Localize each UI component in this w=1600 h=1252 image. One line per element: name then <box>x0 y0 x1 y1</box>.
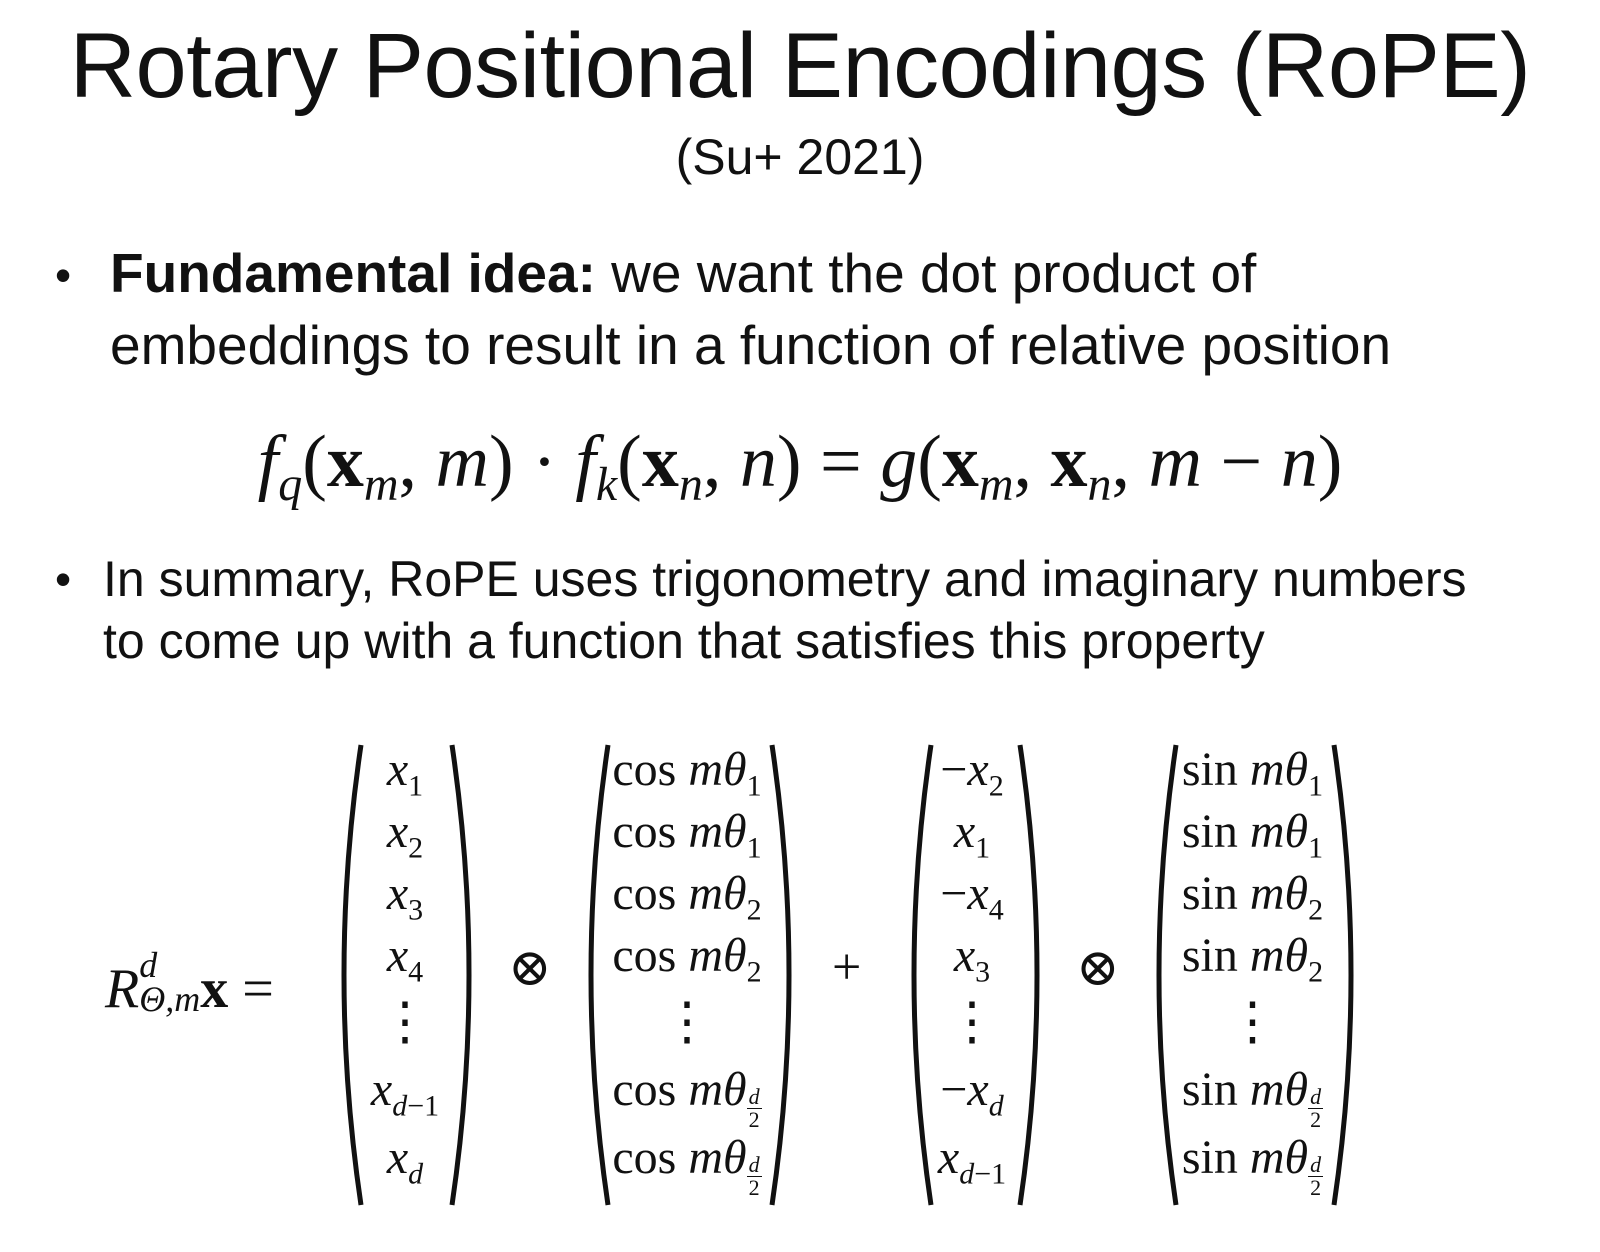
right-paren <box>1330 740 1370 1210</box>
matrix-entry: cos mθ $\frac{d}{2}$ <box>612 1063 760 1132</box>
matrix-entry: $x_{d-1}$ <box>370 1063 440 1123</box>
right-paren <box>448 740 488 1210</box>
matrix-entry: $\cos m\theta_2$ <box>612 867 762 927</box>
matrix-entry: $\sin m\theta_1$ <box>1181 743 1324 803</box>
matrix-entry: $x_3$ <box>386 867 424 927</box>
matrix-entry: ⋮ <box>379 994 431 1051</box>
matrix-entry: $-x_d$ <box>940 1063 1004 1123</box>
matrix-entry: $x_1$ <box>953 805 991 865</box>
matrix-entry: cos mθ $\frac{d}{2}$ <box>612 1131 760 1200</box>
slide-title: Rotary Positional Encodings (RoPE) <box>69 15 1531 117</box>
matrix-entry: $\cos m\theta_2$ <box>612 929 762 989</box>
dot-product-equation: $f_q(x_m$, $m) \cdot f_k(x_n$, $n) = g(x_m$, $x_n$, m − n) <box>257 421 1343 511</box>
bullet-text: In summary, RoPE uses trigonometry and imaginary numbers <box>103 551 1467 607</box>
matrix-entry: $x_1$ <box>386 743 424 803</box>
matrix-entry: $x_2$ <box>386 805 424 865</box>
matrix-entry: ⋮ <box>661 994 713 1051</box>
right-paren <box>768 740 808 1210</box>
bullet-text: to come up with a function that satisfies this property <box>103 613 1265 669</box>
bullet-summary <box>55 548 1555 688</box>
matrix-entry: $\cos m\theta_1$ <box>612 805 762 865</box>
bullet-dot: • <box>55 249 72 301</box>
vector-cos <box>592 740 782 1210</box>
matrix-entry: $\sin m\theta_2$ <box>1181 929 1324 989</box>
matrix-entry: sin mθ $\frac{d}{2}$ <box>1181 1131 1322 1200</box>
otimes-operator: ⊗ <box>1076 940 1120 997</box>
matrix-entry: $-x_2$ <box>940 743 1004 803</box>
vector-x <box>345 740 465 1210</box>
plus-operator: + <box>832 939 862 996</box>
otimes-operator: ⊗ <box>508 940 552 997</box>
rope-rotation-equation <box>0 740 1600 1230</box>
matrix-entry: $\sin m\theta_1$ <box>1181 805 1324 865</box>
bullet-text: embeddings to result in a function of relative position <box>110 314 1392 376</box>
vector-swapped-x <box>912 740 1032 1210</box>
matrix-entry: ⋮ <box>946 994 998 1051</box>
matrix-entry: $\sin m\theta_2$ <box>1181 867 1324 927</box>
matrix-entry: sin mθ $\frac{d}{2}$ <box>1181 1063 1322 1132</box>
vector-sin <box>1160 740 1345 1210</box>
matrix-entry: ⋮ <box>1226 994 1279 1051</box>
bullet-dot: • <box>55 553 72 605</box>
matrix-entry: $\cos m\theta_1$ <box>612 743 762 803</box>
matrix-entry: $x_3$ <box>953 929 991 989</box>
bullet-text: we want the dot product of <box>595 242 1257 304</box>
slide-subtitle: (Su+ 2021) <box>675 129 925 185</box>
matrix-entry: $x_{d-1}$ <box>937 1131 1007 1191</box>
matrix-entry: $-x_4$ <box>940 867 1004 927</box>
bullet-bold-label: Fundamental idea: <box>110 242 596 304</box>
right-paren <box>1016 740 1056 1210</box>
rotation-lhs: R d Θ,m x = <box>105 945 274 1020</box>
bullet-fundamental-idea <box>55 238 1555 378</box>
matrix-entry: $x_4$ <box>386 929 424 989</box>
matrix-entry: $x_d$ <box>386 1131 424 1191</box>
